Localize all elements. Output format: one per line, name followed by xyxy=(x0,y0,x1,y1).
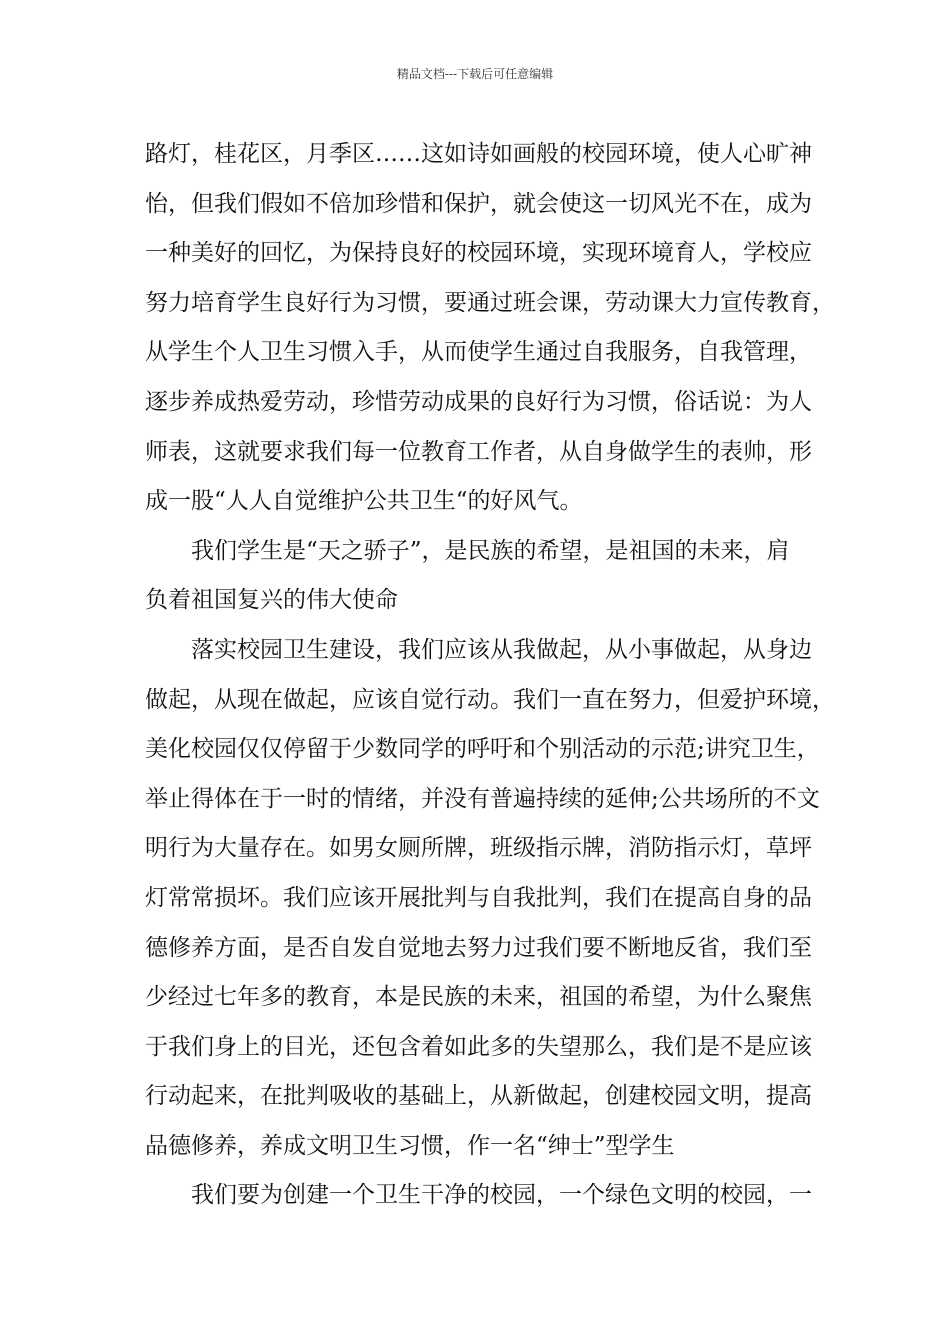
text-line: 品德修养，养成文明卫生习惯，作一名“绅士”型学生 xyxy=(145,1132,675,1159)
paragraph-first-line: 我们要为创建一个卫生干净的校园，一个绿色文明的校园，一 xyxy=(191,1182,812,1209)
text-line: 成一股“人人自觉维护公共卫生“的好风气。 xyxy=(145,488,583,515)
text-line: 负着祖国复兴的伟大使命 xyxy=(145,587,398,614)
text-line: 做起，从现在做起，应该自觉行动。我们一直在努力，但爱护环境， xyxy=(145,686,835,713)
text-line: 路灯，桂花区，月季区……这如诗如画般的校园环境，使人心旷神 xyxy=(145,141,812,167)
text-line: 美化校园仅仅停留于少数同学的呼吁和个别活动的示范;讲究卫生， xyxy=(145,736,820,763)
paragraph-first-line: 我们学生是“天之骄子”，是民族的希望，是祖国的未来，肩 xyxy=(191,537,790,564)
text-line: 从学生个人卫生习惯入手，从而使学生通过自我服务，自我管理， xyxy=(145,339,812,366)
text-line: 努力培育学生良好行为习惯，要通过班会课，劳动课大力宣传教育， xyxy=(145,289,835,316)
body-text xyxy=(145,130,835,1221)
text-line: 于我们身上的目光，还包含着如此多的失望那么，我们是不是应该 xyxy=(145,1033,812,1060)
text-line: 怡，但我们假如不倍加珍惜和保护，就会使这一切风光不在，成为 xyxy=(145,190,812,217)
text-line: 德修养方面，是否自发自觉地去努力过我们要不断地反省，我们至 xyxy=(145,934,812,961)
text-line: 行动起来，在批判吸收的基础上，从新做起，创建校园文明，提高 xyxy=(145,1083,812,1110)
paragraph-first-line: 落实校园卫生建设，我们应该从我做起，从小事做起，从身边 xyxy=(191,636,812,663)
text-line: 明行为大量存在。如男女厕所牌，班级指示牌，消防指示灯，草坪 xyxy=(145,835,812,862)
text-line: 举止得体在于一时的情绪，并没有普遍持续的延伸;公共场所的不文 xyxy=(145,785,820,812)
text-line: 逐步养成热爱劳动，珍惜劳动成果的良好行为习惯，俗话说：为人 xyxy=(145,388,812,415)
text-line: 一种美好的回忆，为保持良好的校园环境，实现环境育人，学校应 xyxy=(145,240,812,267)
page-header: 精品文档---下载后可任意编辑 xyxy=(396,67,554,81)
text-line: 少经过七年多的教育，本是民族的未来，祖国的希望，为什么聚焦 xyxy=(145,984,812,1011)
text-line: 师表，这就要求我们每一位教育工作者，从自身做学生的表帅，形 xyxy=(145,438,812,465)
text-line: 灯常常损坏。我们应该开展批判与自我批判，我们在提高自身的品 xyxy=(145,884,812,911)
